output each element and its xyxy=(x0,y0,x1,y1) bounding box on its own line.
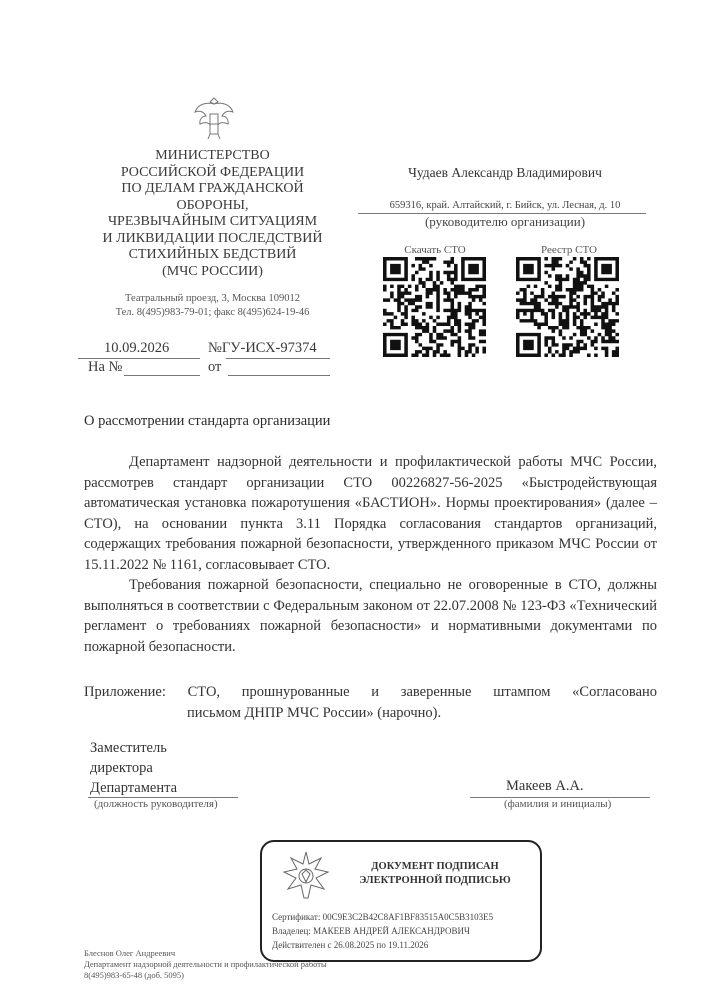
stamp-title xyxy=(340,860,530,888)
certificate-id: Сертификат: 00C9E3C2B42C8AF1BF83515A0C5B3103E5 xyxy=(272,912,494,922)
coat-of-arms-emblem xyxy=(190,92,238,142)
stamp-title-line: ДОКУМЕНТ ПОДПИСАН xyxy=(371,861,499,872)
executor-department: Департамент надзорной деятельности и профилактической работы xyxy=(84,959,327,969)
signatory-position xyxy=(90,738,177,798)
executor-phone: 8(495)983-65-48 (доб. 5095) xyxy=(84,970,185,980)
name-caption: (фамилия и инициалы) xyxy=(504,798,612,810)
qr-label-registry: Реестр СТО xyxy=(541,244,597,256)
ministry-line: МИНИСТЕРСТВО xyxy=(155,148,270,163)
certificate-validity: Действителен с 26.08.2025 по 19.11.2026 xyxy=(272,940,429,950)
na-label: На № xyxy=(88,359,123,375)
stamp-title-line: ЭЛЕКТРОННОЙ ПОДПИСЬЮ xyxy=(359,875,511,886)
executor-info xyxy=(84,948,327,981)
recipient-name: Чудаев Александр Владимирович xyxy=(408,165,602,180)
ministry-line: СТИХИЙНЫХ БЕДСТВИЙ xyxy=(128,247,297,262)
qr-code-registry[interactable] xyxy=(516,257,619,357)
ministry-name xyxy=(60,148,365,280)
ministry-line: (МЧС РОССИИ) xyxy=(162,263,263,279)
ministry-line: ЧРЕЗВЫЧАЙНЫМ СИТУАЦИЯМ xyxy=(107,214,318,229)
address-line: Театральный проезд, 3, Москва 109012 xyxy=(125,293,300,304)
ministry-line: И ЛИКВИДАЦИИ ПОСЛЕДСТВИЙ xyxy=(102,230,323,246)
qr-modules xyxy=(383,257,486,357)
appendix-text: СТО, прошнурованные и заверенные штампом «Согласовано xyxy=(187,684,658,700)
ministry-address xyxy=(60,292,365,320)
emercom-emblem-icon xyxy=(278,848,334,904)
appendix xyxy=(84,682,657,723)
na-underline xyxy=(124,375,200,376)
document-number xyxy=(208,340,317,357)
number-value: ГУ-ИСХ-97374 xyxy=(221,340,317,356)
ot-label: от xyxy=(208,359,222,375)
ministry-line: ПО ДЕЛАМ ГРАЖДАНСКОЙ xyxy=(121,181,304,196)
position-line: Департамента xyxy=(90,780,178,796)
qr-modules xyxy=(516,257,619,357)
appendix-text-continued: письмом ДНПР МЧС России» (нарочно). xyxy=(187,704,442,721)
document-date: 10.09.2026 xyxy=(104,340,170,356)
letter-subject: О рассмотрении стандарта организации xyxy=(84,413,331,429)
recipient-note: (руководителю организации) xyxy=(424,214,586,229)
body-paragraph: Департамент надзорной деятельности и профилактической работы МЧС России, рассмотрев стандарт организации СТО 00226827-56-2025 «Быстродействующая автоматическая установка пожаротушения «БАСТИОН». Нормы проектирования» (далее – СТО), на основании пункта 3.11 Порядка согласования стандартов организаций, содержащих требования пожарной безопасности, утвержденного приказом МЧС России от 15.11.2022 № 1161, согласовывает СТО. xyxy=(84,454,657,573)
ot-underline xyxy=(228,375,330,376)
recipient-address: 659316, край. Алтайский, г. Бийск, ул. Лесная, д. 10 xyxy=(389,200,621,211)
number-underline xyxy=(226,358,330,359)
position-line: Заместитель xyxy=(90,740,167,756)
certificate-owner: Владелец: МАКЕЕВ АНДРЕЙ АЛЕКСАНДРОВИЧ xyxy=(272,926,470,936)
signatory-name: Макеев А.А. xyxy=(506,778,584,794)
executor-name: Блеснов Олег Андреевич xyxy=(84,948,176,958)
ministry-line: ОБОРОНЫ, xyxy=(176,197,249,213)
number-prefix: № xyxy=(208,340,222,356)
appendix-label: Приложение: xyxy=(84,684,166,700)
qr-label-download: Скачать СТО xyxy=(404,244,466,256)
letter-body xyxy=(84,452,657,657)
body-paragraph: Требования пожарной безопасности, специально не оговоренные в СТО, должны выполняться в соответствии с Федеральным законом от 22.07.2008 № 123-ФЗ «Технический регламент о требованиях пожарной безопасности» и нормативными документами по пожарной безопасности. xyxy=(84,577,657,655)
qr-code-download[interactable] xyxy=(383,257,486,357)
position-caption: (должность руководителя) xyxy=(94,798,218,810)
electronic-signature-stamp xyxy=(260,840,542,962)
phone-fax-line: Тел. 8(495)983-79-01; факс 8(495)624-19-46 xyxy=(115,307,310,318)
ministry-line: РОССИЙСКОЙ ФЕДЕРАЦИИ xyxy=(120,164,305,180)
position-line: директора xyxy=(90,760,153,776)
